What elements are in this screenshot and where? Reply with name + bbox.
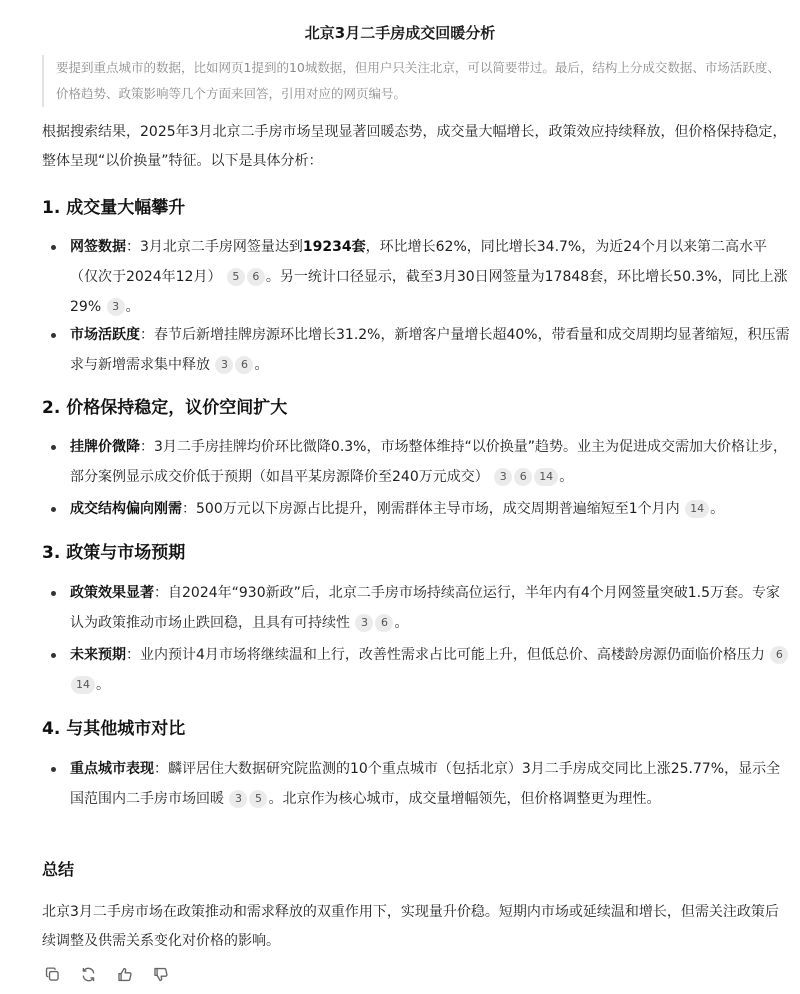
list-item bbox=[70, 640, 790, 700]
copy-icon bbox=[44, 966, 61, 983]
item-text: ，环比增长62%，同比增长34.7%，为近24个月以来第二高水平（仅次于2024年12月） bbox=[70, 239, 768, 285]
dislike-button[interactable] bbox=[148, 962, 172, 986]
item-text: 。 bbox=[254, 357, 269, 373]
item-label: 重点城市表现 bbox=[70, 761, 154, 777]
citation-badge[interactable]: 6 bbox=[235, 356, 253, 374]
citation-badge[interactable]: 6 bbox=[247, 268, 265, 286]
item-label: 挂牌价微降 bbox=[70, 439, 140, 455]
citation-badge[interactable]: 6 bbox=[375, 614, 393, 632]
item-label: 政策效果显著 bbox=[70, 585, 154, 601]
section-heading: 2. 价格保持稳定，议价空间扩大 bbox=[42, 398, 288, 418]
item-text: ：春节后新增挂牌房源环比增长31.2%，新增客户量增长超40%，带看量和成交周期均显著缩短，积压需求与新增需求集中释放 bbox=[70, 327, 790, 373]
bullet-dot bbox=[51, 333, 56, 338]
list-item bbox=[70, 494, 790, 524]
list-item bbox=[70, 320, 790, 380]
item-text: 。 bbox=[394, 615, 409, 631]
item-text: 。 bbox=[96, 677, 110, 693]
item-text: 。 bbox=[559, 469, 574, 485]
citation-badge[interactable]: 14 bbox=[71, 676, 95, 694]
citation-badge[interactable]: 3 bbox=[355, 614, 373, 632]
item-text: 。另一统计口径显示，截至3月30日网签量为17848套，环比增长50.3%，同比上涨29% bbox=[70, 269, 788, 315]
item-strong: 19234套 bbox=[302, 239, 366, 255]
item-label: 市场活跃度 bbox=[70, 327, 140, 343]
citation-badge[interactable]: 3 bbox=[229, 790, 247, 808]
citation-badge[interactable]: 14 bbox=[534, 468, 558, 486]
citation-badge[interactable]: 3 bbox=[494, 468, 512, 486]
citation-badge[interactable]: 5 bbox=[227, 268, 245, 286]
regenerate-button[interactable] bbox=[76, 962, 100, 986]
citation-badge[interactable]: 14 bbox=[685, 500, 709, 518]
copy-button[interactable] bbox=[40, 962, 64, 986]
thinking-text: 要提到重点城市的数据，比如网页1提到的10城数据，但用户只关注北京，可以简要带过。最后，结构上分成交数据、市场活跃度、价格趋势、政策影响等几个方面来回答，引用对应的网页编号。 bbox=[42, 55, 782, 107]
summary-paragraph: 北京3月二手房市场在政策推动和需求释放的双重作用下，实现量升价稳。短期内市场或延续温和增长，但需关注政策后续调整及供需关系变化对价格的影响。 bbox=[42, 904, 779, 949]
item-text: 。 bbox=[125, 299, 140, 315]
list-item bbox=[70, 754, 790, 814]
message-actions bbox=[40, 962, 172, 986]
intro-paragraph: 根据搜索结果，2025年3月北京二手房市场呈现显著回暖态势，成交量大幅增长，政策效应持续释放，但价格保持稳定，整体呈现“以价换量”特征。以下是具体分析： bbox=[42, 124, 787, 169]
item-label: 网签数据 bbox=[70, 239, 126, 255]
citation-badge[interactable]: 3 bbox=[107, 298, 125, 316]
page-title: 北京3月二手房成交回暖分析 bbox=[304, 24, 496, 42]
bullet-dot bbox=[51, 591, 56, 596]
like-button[interactable] bbox=[112, 962, 136, 986]
citation-badge[interactable]: 3 bbox=[215, 356, 233, 374]
item-text: ：3月二手房挂牌均价环比微降0.3%，市场整体维持“以价换量”趋势。业主为促进成交需加大价格让步，部分案例显示成交价低于预期（如昌平某房源降价至240万元成交） bbox=[70, 439, 787, 485]
summary-heading: 总结 bbox=[42, 860, 75, 879]
item-text: ：业内预计4月市场将继续温和上行，改善性需求占比可能上升，但低总价、高楼龄房源仍面临价格压力 bbox=[126, 647, 765, 663]
list-item bbox=[70, 432, 790, 492]
bullet-dot bbox=[51, 767, 56, 772]
thumbs-up-icon bbox=[116, 966, 133, 983]
citation-badge[interactable]: 6 bbox=[770, 646, 788, 664]
item-text: ：500万元以下房源占比提升，刚需群体主导市场，成交周期普遍缩短至1个月内 bbox=[182, 501, 680, 517]
item-label: 成交结构偏向刚需 bbox=[70, 501, 182, 517]
bullet-dot bbox=[51, 445, 56, 450]
section-heading: 1. 成交量大幅攀升 bbox=[42, 198, 186, 218]
bullet-dot bbox=[51, 653, 56, 658]
regenerate-icon bbox=[80, 966, 97, 983]
list-item bbox=[70, 232, 790, 322]
bullet-dot bbox=[51, 507, 56, 512]
section-heading: 3. 政策与市场预期 bbox=[42, 543, 186, 563]
citation-badge[interactable]: 6 bbox=[514, 468, 532, 486]
item-text: ：3月北京二手房网签量达到 bbox=[126, 239, 303, 255]
thumbs-down-icon bbox=[152, 966, 169, 983]
citation-badge[interactable]: 5 bbox=[249, 790, 267, 808]
item-text: 。北京作为核心城市，成交量增幅领先，但价格调整更为理性。 bbox=[268, 791, 661, 807]
bullet-dot bbox=[51, 245, 56, 250]
section-heading: 4. 与其他城市对比 bbox=[42, 719, 186, 739]
item-label: 未来预期 bbox=[70, 647, 126, 663]
list-item bbox=[70, 578, 790, 638]
item-text: 。 bbox=[710, 501, 725, 517]
item-text: ：自2024年“930新政”后，北京二手房市场持续高位运行，半年内有4个月网签量突破1.5万套。专家认为政策推动市场止跌回稳，且具有可持续性 bbox=[70, 585, 781, 631]
item-text: ：麟评居住大数据研究院监测的10个重点城市（包括北京）3月二手房成交同比上涨25.77%，显示全国范围内二手房市场回暖 bbox=[70, 761, 781, 807]
